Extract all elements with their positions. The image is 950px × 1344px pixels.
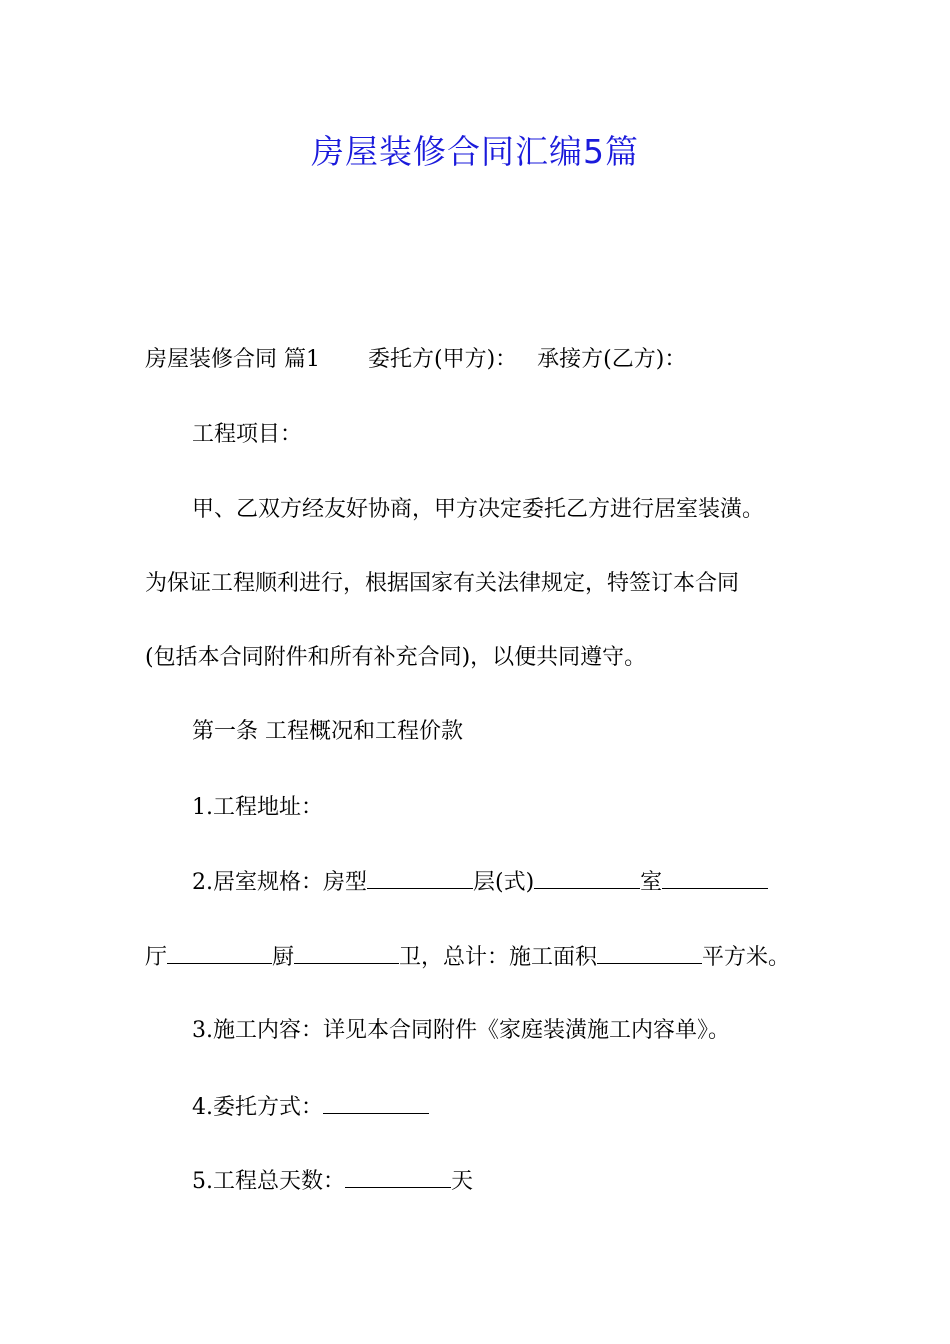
item-3-content: 3.施工内容：详见本合同附件《家庭装潢施工内容单》。: [192, 1018, 730, 1043]
storey-blank: [534, 866, 640, 889]
article-1-title: 第一条 工程概况和工程价款: [192, 719, 463, 744]
document-title: 房屋装修合同汇编5篇: [311, 132, 639, 171]
party-a-label: 委托方(甲方)：: [368, 347, 518, 372]
item-4-commission: [192, 1091, 429, 1124]
hall-label: 厅: [145, 945, 168, 970]
kitchen-label: 厨: [272, 945, 295, 970]
area-blank: [597, 941, 702, 964]
item-2-room-spec: [192, 866, 768, 899]
project-label: 工程项目：: [192, 422, 303, 447]
kitchen-blank: [294, 941, 399, 964]
contract-heading-line: [145, 344, 686, 376]
party-b-label: 承接方(乙方)：: [537, 347, 687, 372]
room-blank: [662, 866, 768, 889]
item-4-label: 4.委托方式：: [192, 1095, 323, 1120]
house-type-blank: [367, 866, 473, 889]
item-5-label: 5.工程总天数：: [192, 1169, 345, 1194]
area-unit: 平方米。: [702, 945, 791, 970]
intro-paragraph-line-3: (包括本合同附件和所有补充合同)，以便共同遵守。: [145, 645, 647, 670]
hall-blank: [167, 941, 272, 964]
days-unit: 天: [451, 1169, 474, 1194]
item-1-address: 1.工程地址：: [192, 795, 323, 820]
bath-total-label: 卫，总计：施工面积: [399, 945, 598, 970]
storey-label: 层(式): [473, 870, 535, 895]
commission-blank: [323, 1091, 429, 1114]
intro-paragraph-line-1: 甲、乙双方经友好协商，甲方决定委托乙方进行居室装潢。: [192, 497, 765, 522]
duration-blank: [345, 1165, 451, 1188]
item-2-continued: [145, 941, 790, 974]
intro-paragraph-line-2: 为保证工程顺利进行，根据国家有关法律规定，特签订本合同: [145, 571, 740, 596]
room-label: 室: [640, 870, 663, 895]
item-5-duration: [192, 1165, 473, 1198]
section-heading: 房屋装修合同 篇1: [145, 347, 320, 372]
item-2-prefix: 2.居室规格：房型: [192, 870, 367, 895]
